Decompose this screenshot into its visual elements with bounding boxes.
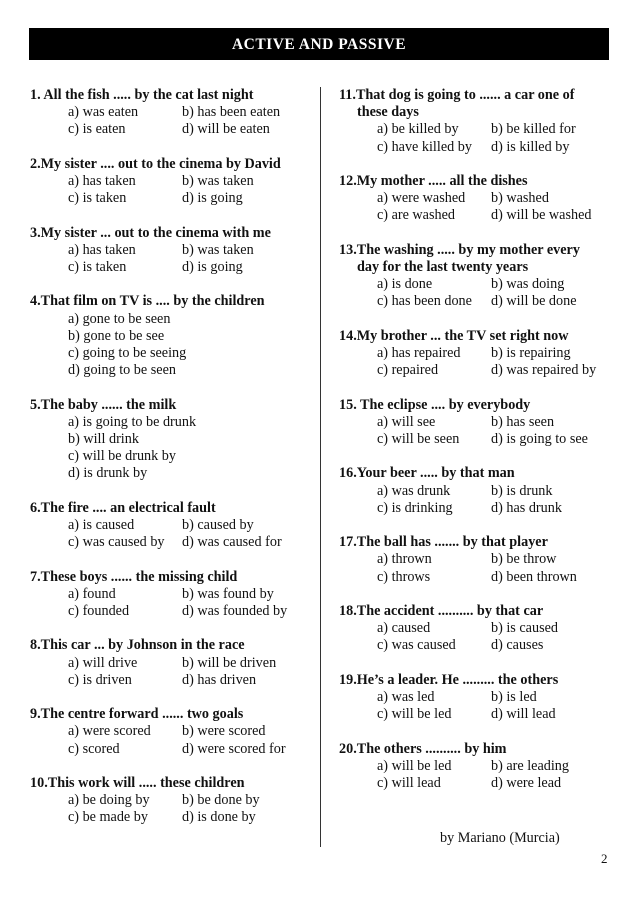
answer-option: b) has seen [491,413,555,430]
question-prompt: The eclipse .... by everybody [356,396,531,413]
answer-option: c) going to be seeing [68,345,187,361]
answer-option: b) is caused [491,620,558,637]
answer-option: a) has repaired [377,345,461,361]
question-item [339,465,624,517]
question-prompt: The others .......... by him [356,740,507,757]
answer-option: a) will be led [377,757,452,774]
question-item [30,87,315,139]
author-byline: by Mariano (Murcia) [440,830,560,846]
question-item [30,156,315,208]
answer-option: a) has taken [68,241,136,258]
question-number: 17. [339,534,357,551]
question-prompt: My mother ..... all the dishes [356,173,528,189]
question-text [30,87,315,104]
question-text [30,500,315,517]
answer-option: b) is led [491,688,537,705]
answer-option: b) has been eaten [182,104,281,121]
answer-option: c) will be drunk by [68,448,176,465]
answer-option: a) be doing by [68,792,150,809]
question-text [339,672,624,689]
question-number: 5. [30,396,41,413]
answer-option: a) was eaten [68,104,139,121]
answer-option: c) was caused [377,637,456,654]
question-continuation: these days [357,104,419,121]
answer-options [30,104,315,138]
question-text [339,741,624,758]
answer-options [339,345,624,379]
question-number: 6. [30,499,41,516]
answer-option: a) caused [377,620,431,637]
answer-option: d) were lead [491,774,562,791]
question-prompt: This work will ..... these children [47,774,245,791]
question-number: 2. [30,155,41,172]
answer-option: c) is driven [68,671,132,688]
question-number: 16. [339,465,357,482]
answer-option: d) were scored for [182,740,286,757]
answer-option: d) will be washed [491,207,592,224]
answer-options [339,414,624,448]
question-prompt: That dog is going to ...... a car one of [355,87,575,103]
answer-option: a) thrown [377,551,432,568]
question-number: 3. [30,224,41,241]
question-text [30,706,315,723]
question-number: 12. [339,173,357,189]
answer-option: b) was taken [182,241,254,258]
answer-option: a) is going to be drunk [68,413,197,430]
question-prompt: My brother ... the TV set right now [356,327,569,344]
answer-options [339,276,624,310]
question-item [30,775,315,827]
answer-option: b) caused by [182,517,254,533]
answer-option: a) is caused [68,517,135,533]
answer-options [339,620,624,654]
question-item [30,293,315,379]
answer-options [339,551,624,585]
answer-option: c) will be seen [377,431,460,447]
answer-option: c) will be led [377,706,452,723]
answer-option: c) throws [377,568,431,585]
left-column [30,87,315,827]
answer-option: d) has driven [182,671,257,688]
question-text [339,328,624,345]
answer-option: b) is drunk [491,482,553,499]
answer-option: a) is done [377,276,433,293]
answer-option: c) be made by [68,809,148,826]
question-text [339,173,624,190]
question-number: 11. [339,87,356,103]
answer-option: a) has taken [68,173,136,189]
question-number: 18. [339,602,357,619]
column-divider [320,87,321,847]
answer-option: c) is taken [68,259,127,275]
page-title: ACTIVE AND PASSIVE [29,28,609,60]
answer-option: d) was founded by [182,603,288,619]
answer-option: a) be killed by [377,121,459,138]
question-text [30,569,315,586]
answer-options [30,655,315,689]
answer-option: a) were scored [68,723,151,740]
question-item [339,242,624,311]
answer-options [30,414,315,483]
question-item [339,397,624,449]
question-item [30,225,315,277]
question-text [339,603,624,620]
question-text [30,397,315,414]
question-number: 14. [339,327,357,344]
answer-option: d) was repaired by [491,362,597,379]
answer-option: d) will be done [491,293,577,310]
answer-option: b) be done by [182,792,260,809]
answer-options [30,242,315,276]
question-text [30,637,315,654]
answer-options [30,311,315,380]
question-text [339,242,624,259]
right-column [339,87,624,792]
question-item [30,569,315,621]
question-number: 20. [339,740,357,757]
answer-option: a) will see [377,413,436,430]
question-text [339,465,624,482]
question-item [30,637,315,689]
question-number: 19. [339,671,357,688]
answer-option: d) is killed by [491,138,570,155]
answer-option: d) was caused for [182,534,282,551]
answer-option: b) washed [491,190,549,207]
question-prompt: That film on TV is .... by the children [40,293,265,310]
answer-option: c) has been done [377,293,472,310]
answer-options [339,689,624,723]
answer-options [339,190,624,224]
question-number: 15. [339,396,357,413]
answer-option: b) be killed for [491,121,576,138]
answer-option: d) will lead [491,706,556,723]
answer-options [339,483,624,517]
answer-option: d) causes [491,637,544,654]
question-item [339,87,624,156]
answer-option: a) found [68,585,116,602]
question-prompt: My sister .... out to the cinema by David [40,155,281,172]
page-number: 2 [601,851,608,866]
question-number: 7. [30,568,41,585]
answer-option: d) is going to see [491,431,588,447]
answer-option: c) is eaten [68,121,126,138]
answer-option: b) will drink [68,431,139,447]
question-number: 13. [339,241,357,258]
answer-option: d) is going [182,190,243,207]
question-item [339,741,624,793]
answer-option: a) gone to be seen [68,310,171,327]
answer-option: d) is drunk by [68,465,148,482]
answer-option: c) was caused by [68,534,165,551]
question-item [339,173,624,225]
answer-option: b) are leading [491,757,569,774]
answer-option: b) will be driven [182,654,277,671]
answer-option: d) has drunk [491,499,562,516]
question-prompt: The baby ...... the milk [40,396,177,413]
question-prompt: He’s a leader. He ......... the others [356,671,559,688]
answer-option: b) were scored [182,723,266,740]
answer-options [339,121,624,155]
answer-option: b) is repairing [491,345,571,361]
answer-option: b) was found by [182,585,274,602]
question-number: 8. [30,637,41,654]
answer-options [30,586,315,620]
question-prompt: This car ... by Johnson in the race [40,637,245,654]
question-continuation: day for the last twenty years [357,259,529,275]
answer-option: d) been thrown [491,568,577,585]
question-text [30,225,315,242]
answer-option: c) have killed by [377,138,472,155]
question-item [339,328,624,380]
answer-option: c) repaired [377,362,439,379]
answer-options [339,758,624,792]
answer-option: c) are washed [377,207,455,224]
question-prompt: My sister ... out to the cinema with me [40,224,271,241]
question-prompt: The fire .... an electrical fault [40,499,216,516]
answer-option: c) will lead [377,774,441,791]
question-number: 4. [30,293,41,310]
question-item [30,397,315,483]
answer-option: a) will drive [68,654,138,671]
question-prompt: The washing ..... by my mother every [356,241,580,258]
answer-option: b) gone to be see [68,327,165,344]
question-prompt: The ball has ....... by that player [356,534,548,551]
answer-options [30,792,315,826]
question-item [30,706,315,758]
question-number: 1. [30,87,41,103]
question-prompt: All the fish ..... by the cat last night [40,87,254,103]
question-number: 10. [30,774,48,791]
answer-options [30,173,315,207]
question-item [339,672,624,724]
answer-option: d) is going [182,259,243,275]
answer-option: a) was drunk [377,482,451,499]
answer-option: a) were washed [377,190,466,207]
question-text [30,156,315,173]
answer-option: d) will be eaten [182,121,270,138]
question-item [339,603,624,655]
question-prompt: The accident .......... by that car [356,602,544,619]
question-text [339,397,624,414]
answer-option: b) was doing [491,276,565,293]
answer-options [30,723,315,757]
question-number: 9. [30,706,41,723]
question-text [339,87,624,104]
question-text [30,775,315,792]
question-text [339,534,624,551]
answer-options [30,517,315,551]
answer-option: a) was led [377,688,435,705]
answer-option: b) was taken [182,173,254,189]
answer-option: d) going to be seen [68,362,176,379]
answer-option: c) is taken [68,190,127,207]
answer-option: c) is drinking [377,499,453,516]
question-prompt: Your beer ..... by that man [356,465,515,482]
answer-option: c) scored [68,740,120,757]
question-item [339,534,624,586]
answer-option: b) be throw [491,551,557,568]
question-item [30,500,315,552]
question-prompt: These boys ...... the missing child [40,568,238,585]
question-text [30,293,315,310]
question-prompt: The centre forward ...... two goals [40,706,244,723]
answer-option: d) is done by [182,809,256,826]
answer-option: c) founded [68,603,130,619]
